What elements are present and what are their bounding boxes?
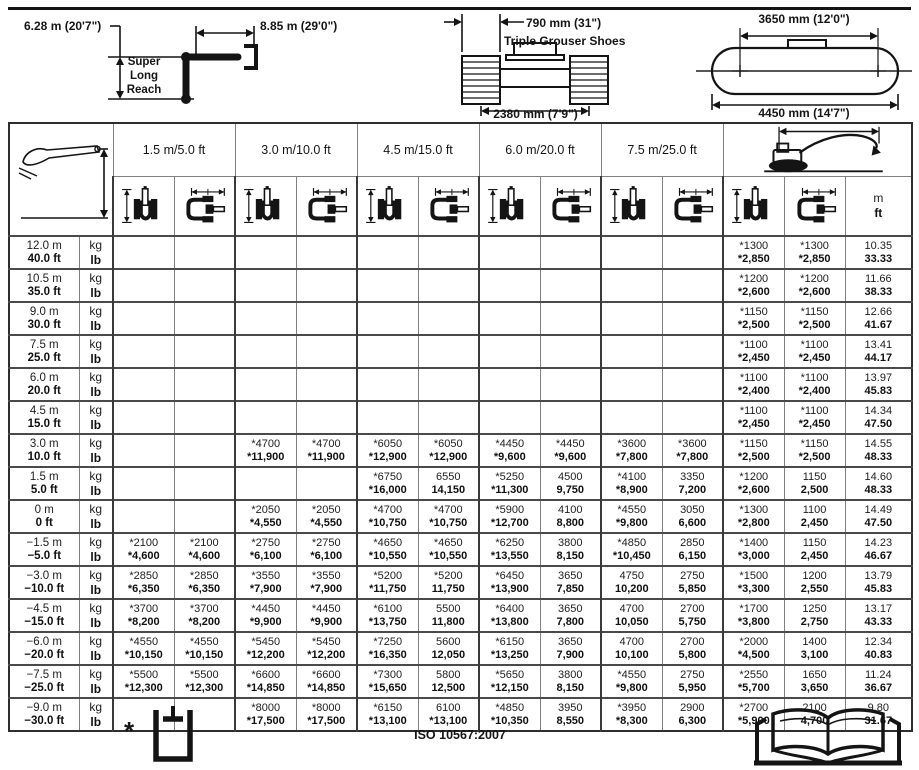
row-height-label: 6.0 m 20.0 ft xyxy=(9,368,79,401)
capacity-cell: *6450 *13,900 xyxy=(479,566,540,599)
capacity-cell: *7250 *16,350 xyxy=(357,632,418,665)
capacity-cell xyxy=(418,335,479,368)
lift-over-side-icon xyxy=(301,184,351,228)
capacity-cell xyxy=(296,335,357,368)
iso-standard-label: ISO 10567:2007 xyxy=(414,728,506,742)
capacity-cell: 5800 12,500 xyxy=(418,665,479,698)
capacity-cell: *2750 *6,100 xyxy=(235,533,296,566)
max-reach-header xyxy=(723,123,912,177)
unit-cell: kg lb xyxy=(79,269,113,302)
lift-over-side-icon xyxy=(545,184,595,228)
capacity-cell: *5500 *12,300 xyxy=(113,665,174,698)
capacity-cell: *5200 11,750 xyxy=(418,566,479,599)
capacity-cell xyxy=(113,434,174,467)
capacity-cell: *4450 *9,600 xyxy=(479,434,540,467)
capacity-cell xyxy=(174,467,235,500)
capacity-cell xyxy=(662,368,723,401)
capacity-cell: 1250 2,750 xyxy=(784,599,845,632)
row-height-label: −9.0 m −30.0 ft xyxy=(9,698,79,731)
capacity-cell xyxy=(662,401,723,434)
shoe-type-label: Triple Grouser Shoes xyxy=(504,34,626,48)
capacity-cell xyxy=(174,269,235,302)
lift-over-front-header-1 xyxy=(113,177,174,237)
lift-over-side-header-4 xyxy=(540,177,601,237)
reach-cell: 13.79 45.83 xyxy=(845,566,912,599)
table-row xyxy=(9,467,912,500)
lift-over-front-icon xyxy=(241,184,291,228)
reach-cell: 13.17 43.33 xyxy=(845,599,912,632)
lift-over-side-icon xyxy=(179,184,229,228)
reach-cell: 11.24 36.67 xyxy=(845,665,912,698)
capacity-cell xyxy=(601,236,662,269)
capacity-cell xyxy=(601,302,662,335)
capacity-cell xyxy=(479,269,540,302)
capacity-cell: *4650 *10,550 xyxy=(357,533,418,566)
table-row xyxy=(9,533,912,566)
capacity-cell xyxy=(662,269,723,302)
capacity-cell: *2000 *4,500 xyxy=(723,632,784,665)
group-header-row xyxy=(9,123,912,177)
capacity-cell: *1400 *3,000 xyxy=(723,533,784,566)
capacity-cell xyxy=(296,401,357,434)
capacity-cell: 1650 3,650 xyxy=(784,665,845,698)
capacity-cell: *5900 *12,700 xyxy=(479,500,540,533)
unit-cell: kg lb xyxy=(79,533,113,566)
capacity-cell: 3650 7,850 xyxy=(540,566,601,599)
group-header-6-0m: 6.0 m/20.0 ft xyxy=(479,123,601,177)
capacity-cell: *3600 *7,800 xyxy=(601,434,662,467)
reach-cell: 13.97 45.83 xyxy=(845,368,912,401)
capacity-cell: 3650 7,900 xyxy=(540,632,601,665)
track-gauge-label: 2380 mm (7'9") xyxy=(493,107,578,121)
capacity-cell xyxy=(113,302,174,335)
capacity-cell xyxy=(174,236,235,269)
load-point-height-icon xyxy=(13,130,109,230)
capacity-cell: 5500 11,800 xyxy=(418,599,479,632)
unit-cell: kg lb xyxy=(79,698,113,731)
top-rule xyxy=(8,7,911,10)
capacity-cell xyxy=(174,500,235,533)
row-height-label: −4.5 m −15.0 ft xyxy=(9,599,79,632)
capacity-cell: *1150 *2,500 xyxy=(784,434,845,467)
capacity-cell: *6750 *16,000 xyxy=(357,467,418,500)
row-height-label: 3.0 m 10.0 ft xyxy=(9,434,79,467)
capacity-cell: *1100 *2,400 xyxy=(784,368,845,401)
capacity-cell xyxy=(601,335,662,368)
capacity-cell: 6100 *13,100 xyxy=(418,698,479,731)
row-height-label: 10.5 m 35.0 ft xyxy=(9,269,79,302)
capacity-cell xyxy=(479,368,540,401)
capacity-cell: 3800 8,150 xyxy=(540,533,601,566)
capacity-cell: *1700 *3,800 xyxy=(723,599,784,632)
lift-over-front-header-max xyxy=(723,177,784,237)
capacity-cell: *6150 *13,250 xyxy=(479,632,540,665)
max-reach-excavator-icon xyxy=(742,125,892,175)
table-row xyxy=(9,566,912,599)
capacity-cell: *4700 *10,750 xyxy=(357,500,418,533)
reach-cell: 14.23 46.67 xyxy=(845,533,912,566)
capacity-cell: *6050 *12,900 xyxy=(357,434,418,467)
capacity-cell: 6550 14,150 xyxy=(418,467,479,500)
capacity-cell: *2850 *6,350 xyxy=(113,566,174,599)
capacity-cell xyxy=(235,368,296,401)
capacity-cell: *3950 *8,300 xyxy=(601,698,662,731)
capacity-cell: *1300 *2,850 xyxy=(784,236,845,269)
row-height-label: −3.0 m −10.0 ft xyxy=(9,566,79,599)
row-height-label: 1.5 m 5.0 ft xyxy=(9,467,79,500)
capacity-cell xyxy=(296,467,357,500)
tumbler-distance-label: 3650 mm (12'0") xyxy=(758,12,850,26)
capacity-cell: 2750 5,950 xyxy=(662,665,723,698)
capacity-cell xyxy=(479,236,540,269)
capacity-cell: *6600 *14,850 xyxy=(296,665,357,698)
capacity-cell xyxy=(418,302,479,335)
capacity-cell xyxy=(418,269,479,302)
reach-cell: 13.41 44.17 xyxy=(845,335,912,368)
capacity-cell xyxy=(235,467,296,500)
capacity-cell: *1100 *2,400 xyxy=(723,368,784,401)
capacity-cell: *2100 *4,600 xyxy=(174,533,235,566)
undercarriage-rear-diagram xyxy=(438,12,688,120)
lift-over-front-icon xyxy=(729,184,779,228)
lift-over-front-header-2 xyxy=(235,177,296,237)
capacity-cell: *5450 *12,200 xyxy=(235,632,296,665)
capacity-cell: *4450 *9,900 xyxy=(296,599,357,632)
capacity-cell: *6100 *13,750 xyxy=(357,599,418,632)
table-row xyxy=(9,632,912,665)
capacity-cell xyxy=(540,368,601,401)
capacity-cell xyxy=(357,335,418,368)
capacity-cell: 2100 4,700 xyxy=(784,698,845,731)
capacity-cell xyxy=(235,401,296,434)
reach-cell: 11.66 38.33 xyxy=(845,269,912,302)
track-side-diagram xyxy=(692,12,916,120)
capacity-cell: *1150 *2,500 xyxy=(723,434,784,467)
capacity-cell: 3950 8,550 xyxy=(540,698,601,731)
capacity-cell: 1200 2,550 xyxy=(784,566,845,599)
operator-manual-book-icon xyxy=(744,702,912,768)
capacity-cell: *5200 *11,750 xyxy=(357,566,418,599)
capacity-cell: *6600 *14,850 xyxy=(235,665,296,698)
reach-cell: 9.80 31.67 xyxy=(845,698,912,731)
group-header-4-5m: 4.5 m/15.0 ft xyxy=(357,123,479,177)
capacity-cell xyxy=(357,302,418,335)
capacity-cell xyxy=(601,368,662,401)
capacity-cell: *6250 *13,550 xyxy=(479,533,540,566)
capacity-cell: *1200 *2,600 xyxy=(723,269,784,302)
capacity-cell: 3050 6,600 xyxy=(662,500,723,533)
unit-cell: kg lb xyxy=(79,368,113,401)
capacity-cell xyxy=(113,500,174,533)
capacity-cell: *6150 *13,100 xyxy=(357,698,418,731)
capacity-cell xyxy=(357,269,418,302)
capacity-cell: 1150 2,500 xyxy=(784,467,845,500)
capacity-cell xyxy=(540,401,601,434)
capacity-cell xyxy=(601,269,662,302)
capacity-cell xyxy=(235,302,296,335)
capacity-cell xyxy=(235,335,296,368)
footnote-bucket-icon xyxy=(150,704,196,766)
capacity-cell: 4700 10,100 xyxy=(601,632,662,665)
capacity-cell xyxy=(540,335,601,368)
capacity-cell xyxy=(540,269,601,302)
row-height-label: −7.5 m −25.0 ft xyxy=(9,665,79,698)
capacity-cell: *4700 *10,750 xyxy=(418,500,479,533)
lift-over-side-header-1 xyxy=(174,177,235,237)
capacity-cell xyxy=(479,335,540,368)
capacity-cell: *4850 *10,450 xyxy=(601,533,662,566)
capacity-cell: 2700 5,750 xyxy=(662,599,723,632)
capacity-cell xyxy=(235,269,296,302)
capacity-cell xyxy=(662,335,723,368)
table-row xyxy=(9,665,912,698)
capacity-cell: *4550 *10,150 xyxy=(113,632,174,665)
lift-over-front-icon xyxy=(119,184,169,228)
capacity-cell: *2850 *6,350 xyxy=(174,566,235,599)
capacity-cell: *3550 *7,900 xyxy=(296,566,357,599)
capacity-cell xyxy=(174,401,235,434)
capacity-cell xyxy=(113,335,174,368)
capacity-cell: *1100 *2,450 xyxy=(723,401,784,434)
capacity-cell: *4650 *10,550 xyxy=(418,533,479,566)
capacity-cell: *8000 *17,500 xyxy=(235,698,296,731)
group-header-1-5m: 1.5 m/5.0 ft xyxy=(113,123,235,177)
super-long-reach-caption: Super Long Reach xyxy=(126,56,162,96)
capacity-cell: *2050 *4,550 xyxy=(235,500,296,533)
capacity-cell: *3700 *8,200 xyxy=(113,599,174,632)
capacity-cell xyxy=(418,236,479,269)
capacity-cell: 3350 7,200 xyxy=(662,467,723,500)
capacity-cell: *1200 *2,600 xyxy=(723,467,784,500)
table-row xyxy=(9,599,912,632)
capacity-cell: *3550 *7,900 xyxy=(235,566,296,599)
capacity-cell: *1150 *2,500 xyxy=(723,302,784,335)
capacity-cell: *4850 *10,350 xyxy=(479,698,540,731)
capacity-cell xyxy=(113,236,174,269)
capacity-cell xyxy=(174,302,235,335)
capacity-cell xyxy=(296,269,357,302)
reach-cell: 14.49 47.50 xyxy=(845,500,912,533)
lift-over-front-header-4 xyxy=(479,177,540,237)
unit-cell: kg lb xyxy=(79,401,113,434)
capacity-cell: *2100 *4,600 xyxy=(113,533,174,566)
capacity-cell: 1400 3,100 xyxy=(784,632,845,665)
capacity-cell: 2900 6,300 xyxy=(662,698,723,731)
capacity-cell xyxy=(418,401,479,434)
capacity-cell xyxy=(357,401,418,434)
unit-cell: kg lb xyxy=(79,434,113,467)
capacity-cell: *1200 *2,600 xyxy=(784,269,845,302)
capacity-cell: *4550 *10,150 xyxy=(174,632,235,665)
unit-cell: kg lb xyxy=(79,599,113,632)
boom-diagram xyxy=(8,12,438,120)
table-row xyxy=(9,236,912,269)
capacity-cell: *3700 *8,200 xyxy=(174,599,235,632)
capacity-cell: 2850 6,150 xyxy=(662,533,723,566)
capacity-cell: 2700 5,800 xyxy=(662,632,723,665)
lift-over-side-header-3 xyxy=(418,177,479,237)
reach-cell: 10.35 33.33 xyxy=(845,236,912,269)
capacity-cell xyxy=(296,368,357,401)
row-height-label: 9.0 m 30.0 ft xyxy=(9,302,79,335)
capacity-cell xyxy=(296,236,357,269)
capacity-cell xyxy=(174,335,235,368)
capacity-cell: 4100 8,800 xyxy=(540,500,601,533)
row-height-label: 4.5 m 15.0 ft xyxy=(9,401,79,434)
unit-cell: kg lb xyxy=(79,665,113,698)
capacity-cell: *1100 *2,450 xyxy=(784,335,845,368)
capacity-cell xyxy=(113,368,174,401)
capacity-cell: *4450 *9,600 xyxy=(540,434,601,467)
lift-over-front-icon xyxy=(485,184,535,228)
lift-over-side-header-2 xyxy=(296,177,357,237)
capacity-cell xyxy=(174,368,235,401)
lift-capacity-table xyxy=(8,122,913,732)
capacity-cell: *1300 *2,850 xyxy=(723,236,784,269)
group-header-7-5m: 7.5 m/25.0 ft xyxy=(601,123,723,177)
capacity-cell: 1100 2,450 xyxy=(784,500,845,533)
capacity-cell: 1150 2,450 xyxy=(784,533,845,566)
capacity-cell: *4550 *9,800 xyxy=(601,500,662,533)
reach-unit-metric: m xyxy=(873,191,884,205)
lift-over-front-header-3 xyxy=(357,177,418,237)
lift-over-side-icon xyxy=(667,184,717,228)
capacity-cell: 3650 7,800 xyxy=(540,599,601,632)
capacity-cell: *2050 *4,550 xyxy=(296,500,357,533)
capacity-cell xyxy=(479,302,540,335)
capacity-cell: *6400 *13,800 xyxy=(479,599,540,632)
reach-cell: 14.55 48.33 xyxy=(845,434,912,467)
arm-reach-label: 8.85 m (29'0") xyxy=(260,19,338,33)
capacity-cell xyxy=(113,467,174,500)
table-row xyxy=(9,335,912,368)
table-row xyxy=(9,269,912,302)
capacity-cell: *5500 *12,300 xyxy=(174,665,235,698)
capacity-cell: *4450 *9,900 xyxy=(235,599,296,632)
capacity-cell xyxy=(479,401,540,434)
capacity-cell: *2700 *5,900 xyxy=(723,698,784,731)
footnote-asterisk: * xyxy=(124,716,135,746)
capacity-cell xyxy=(113,401,174,434)
capacity-cell xyxy=(235,236,296,269)
capacity-cell xyxy=(662,302,723,335)
unit-cell: kg lb xyxy=(79,236,113,269)
capacity-cell: 3800 8,150 xyxy=(540,665,601,698)
capacity-cell: *2550 *5,700 xyxy=(723,665,784,698)
lift-over-front-icon xyxy=(363,184,413,228)
capacity-cell xyxy=(357,368,418,401)
lift-over-side-header-5 xyxy=(662,177,723,237)
reach-cell: 14.34 47.50 xyxy=(845,401,912,434)
capacity-cell: *5450 *12,200 xyxy=(296,632,357,665)
row-height-label: −1.5 m −5.0 ft xyxy=(9,533,79,566)
table-row xyxy=(9,434,912,467)
capacity-cell xyxy=(601,401,662,434)
unit-cell: kg lb xyxy=(79,500,113,533)
lift-over-front-icon xyxy=(607,184,657,228)
capacity-cell: *7300 *15,650 xyxy=(357,665,418,698)
capacity-cell: *1300 *2,800 xyxy=(723,500,784,533)
capacity-cell: *6050 *12,900 xyxy=(418,434,479,467)
track-length-label: 4450 mm (14'7") xyxy=(758,106,850,120)
capacity-cell: *1100 *2,450 xyxy=(723,335,784,368)
table-row xyxy=(9,302,912,335)
row-height-label: 7.5 m 25.0 ft xyxy=(9,335,79,368)
reach-cell: 12.66 41.67 xyxy=(845,302,912,335)
reach-cell: 14.60 48.33 xyxy=(845,467,912,500)
capacity-cell xyxy=(418,368,479,401)
capacity-cell xyxy=(174,434,235,467)
capacity-cell xyxy=(662,236,723,269)
unit-cell: kg lb xyxy=(79,467,113,500)
unit-cell: kg lb xyxy=(79,632,113,665)
unit-cell: kg lb xyxy=(79,566,113,599)
capacity-cell: *2750 *6,100 xyxy=(296,533,357,566)
row-height-label: −6.0 m −20.0 ft xyxy=(9,632,79,665)
icon-header-row xyxy=(9,177,912,237)
capacity-cell: *4550 *9,800 xyxy=(601,665,662,698)
lift-over-side-icon xyxy=(423,184,473,228)
group-header-3-0m: 3.0 m/10.0 ft xyxy=(235,123,357,177)
capacity-cell: *4100 *8,900 xyxy=(601,467,662,500)
capacity-cell xyxy=(113,269,174,302)
capacity-cell: *1100 *2,450 xyxy=(784,401,845,434)
track-side-drawing xyxy=(692,12,916,120)
lift-over-side-header-max xyxy=(784,177,845,237)
shoe-width-label: 790 mm (31") xyxy=(526,16,602,30)
reach-cell: 12.34 40.83 xyxy=(845,632,912,665)
boom-height-label: 6.28 m (20'7") xyxy=(24,19,102,33)
capacity-cell: 2750 5,850 xyxy=(662,566,723,599)
row-height-label: 0 m 0 ft xyxy=(9,500,79,533)
capacity-cell: *1150 *2,500 xyxy=(784,302,845,335)
unit-cell: kg lb xyxy=(79,302,113,335)
capacity-cell: *5250 *11,300 xyxy=(479,467,540,500)
table-row xyxy=(9,500,912,533)
lift-over-side-icon xyxy=(790,184,840,228)
capacity-cell: *1500 *3,300 xyxy=(723,566,784,599)
reach-unit-imperial: ft xyxy=(874,206,883,220)
capacity-cell: 4750 10,200 xyxy=(601,566,662,599)
capacity-cell: 4700 10,050 xyxy=(601,599,662,632)
table-row xyxy=(9,401,912,434)
capacity-cell xyxy=(540,236,601,269)
lift-over-front-header-5 xyxy=(601,177,662,237)
load-height-header xyxy=(9,123,113,236)
capacity-cell xyxy=(540,302,601,335)
row-height-label: 12.0 m 40.0 ft xyxy=(9,236,79,269)
capacity-table-body xyxy=(9,236,912,731)
capacity-cell: *3600 *7,800 xyxy=(662,434,723,467)
unit-cell: kg lb xyxy=(79,335,113,368)
capacity-cell xyxy=(296,302,357,335)
capacity-cell: *4700 *11,900 xyxy=(296,434,357,467)
reach-units-header xyxy=(845,177,912,237)
capacity-cell: *8000 *17,500 xyxy=(296,698,357,731)
capacity-cell xyxy=(357,236,418,269)
capacity-cell: *4700 *11,900 xyxy=(235,434,296,467)
capacity-cell: 5600 12,050 xyxy=(418,632,479,665)
capacity-cell: *5650 *12,150 xyxy=(479,665,540,698)
table-row xyxy=(9,368,912,401)
capacity-cell: 4500 9,750 xyxy=(540,467,601,500)
